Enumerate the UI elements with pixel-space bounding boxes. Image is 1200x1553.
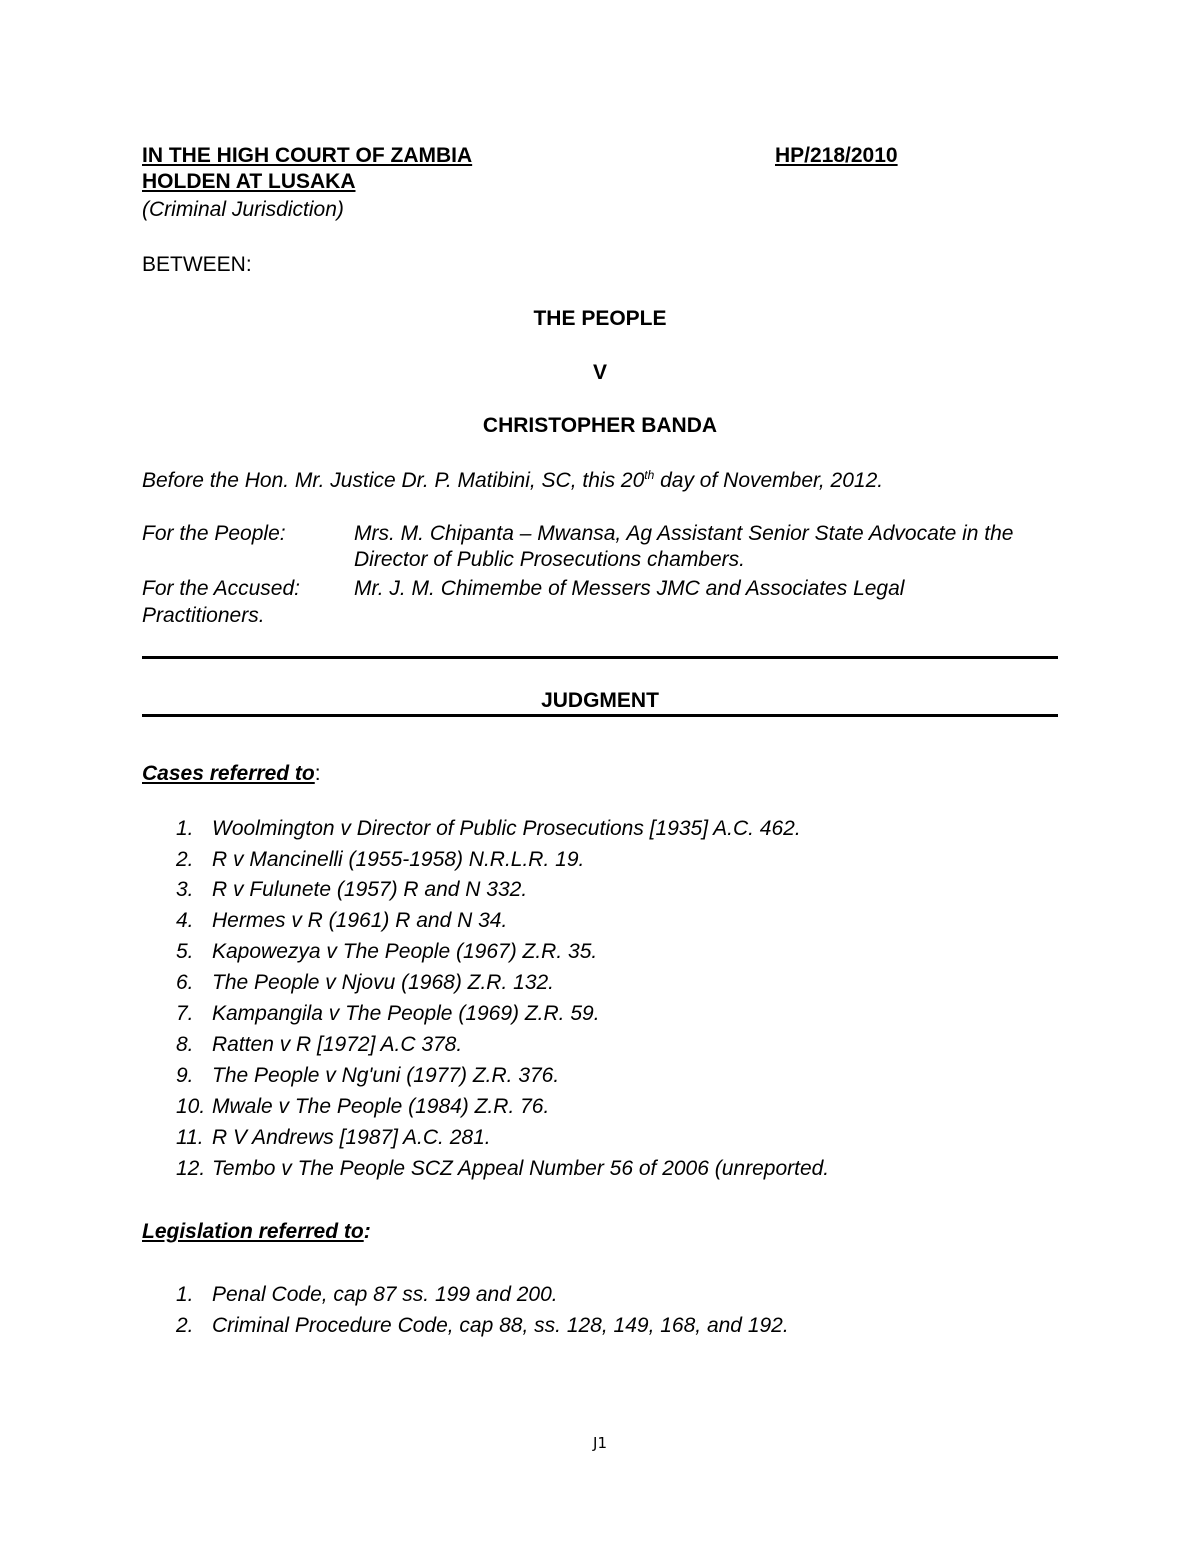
versus-label: V	[592, 361, 607, 384]
list-item	[142, 939, 597, 965]
list-number: 5.	[176, 940, 194, 963]
between-label: BETWEEN:	[142, 253, 252, 276]
case-citation: Ratten v R [1972] A.C 378.	[212, 1033, 463, 1056]
case-citation: Hermes v R (1961) R and N 34.	[212, 909, 508, 932]
list-item	[142, 816, 801, 842]
accused-counsel-label: For the Accused:	[142, 577, 300, 600]
list-item	[142, 1063, 559, 1089]
list-item	[142, 908, 507, 934]
legislation-heading-colon: :	[363, 1220, 371, 1243]
before-text-end: day of November, 2012.	[654, 469, 884, 492]
case-citation: The People v Njovu (1968) Z.R. 132.	[212, 971, 555, 994]
accused-name: CHRISTOPHER BANDA	[482, 414, 718, 437]
list-item	[142, 847, 584, 873]
accused-counsel-text: Mr. J. M. Chimembe of Messers JMC and Associates Legal	[354, 577, 905, 600]
case-citation: Tembo v The People SCZ Appeal Number 56 of 2006 (unreported.	[212, 1157, 830, 1180]
list-item	[142, 1094, 549, 1120]
people-counsel-text: Mrs. M. Chipanta – Mwansa, Ag Assistant Senior State Advocate in the Director of Public Prosecutions chambers.	[354, 522, 1014, 571]
judgment-title: JUDGMENT	[541, 689, 659, 712]
before-line	[142, 468, 883, 494]
list-number: 12.	[176, 1157, 206, 1180]
case-citation: Kapowezya v The People (1967) Z.R. 35.	[212, 940, 598, 963]
list-number: 9.	[176, 1064, 194, 1087]
list-number: 1.	[176, 817, 194, 840]
list-item	[142, 1032, 462, 1058]
accused-counsel-text-cont: Practitioners.	[142, 604, 265, 627]
bottom-divider	[142, 714, 1058, 717]
list-item	[142, 1282, 558, 1308]
list-item	[142, 1001, 600, 1027]
before-superscript: th	[644, 468, 655, 482]
list-number: 2.	[176, 848, 194, 871]
plaintiff-name: THE PEOPLE	[533, 307, 667, 330]
people-counsel-label: For the People:	[142, 522, 286, 545]
case-citation: Woolmington v Director of Public Prosecutions [1935] A.C. 462.	[212, 817, 801, 840]
list-number: 7.	[176, 1002, 194, 1025]
case-citation: R V Andrews [1987] A.C. 281.	[212, 1126, 491, 1149]
legislation-citation: Criminal Procedure Code, cap 88, ss. 128, 149, 168, and 192.	[212, 1314, 789, 1337]
jurisdiction: (Criminal Jurisdiction)	[142, 198, 344, 221]
case-citation: The People v Ng'uni (1977) Z.R. 376.	[212, 1064, 560, 1087]
court-title: IN THE HIGH COURT OF ZAMBIA	[142, 144, 473, 167]
legislation-citation: Penal Code, cap 87 ss. 199 and 200.	[212, 1283, 558, 1306]
case-citation: R v Mancinelli (1955-1958) N.R.L.R. 19.	[212, 848, 585, 871]
case-citation: Mwale v The People (1984) Z.R. 76.	[212, 1095, 550, 1118]
top-divider	[142, 656, 1058, 659]
list-number: 11.	[176, 1126, 204, 1149]
list-item	[142, 1156, 829, 1182]
list-number: 1.	[176, 1283, 194, 1306]
case-citation: Kampangila v The People (1969) Z.R. 59.	[212, 1002, 600, 1025]
legislation-heading-text: Legislation referred to	[142, 1220, 364, 1243]
list-item	[142, 877, 527, 903]
list-number: 2.	[176, 1314, 194, 1337]
legislation-heading	[142, 1219, 371, 1245]
list-item	[142, 1125, 491, 1151]
cases-heading-colon: :	[314, 762, 321, 785]
list-number: 8.	[176, 1033, 194, 1056]
holden-at: HOLDEN AT LUSAKA	[142, 170, 356, 193]
case-number: HP/218/2010	[775, 144, 898, 167]
list-item	[142, 970, 554, 996]
list-number: 4.	[176, 909, 194, 932]
page-number: J1	[593, 1434, 607, 1452]
cases-heading-text: Cases referred to	[142, 762, 315, 785]
cases-heading	[142, 761, 321, 787]
list-number: 6.	[176, 971, 194, 994]
list-number: 3.	[176, 878, 194, 901]
list-number: 10.	[176, 1095, 206, 1118]
list-item	[142, 1313, 789, 1339]
case-citation: R v Fulunete (1957) R and N 332.	[212, 878, 528, 901]
before-text-start: Before the Hon. Mr. Justice Dr. P. Matibini, SC, this 20	[142, 469, 645, 492]
